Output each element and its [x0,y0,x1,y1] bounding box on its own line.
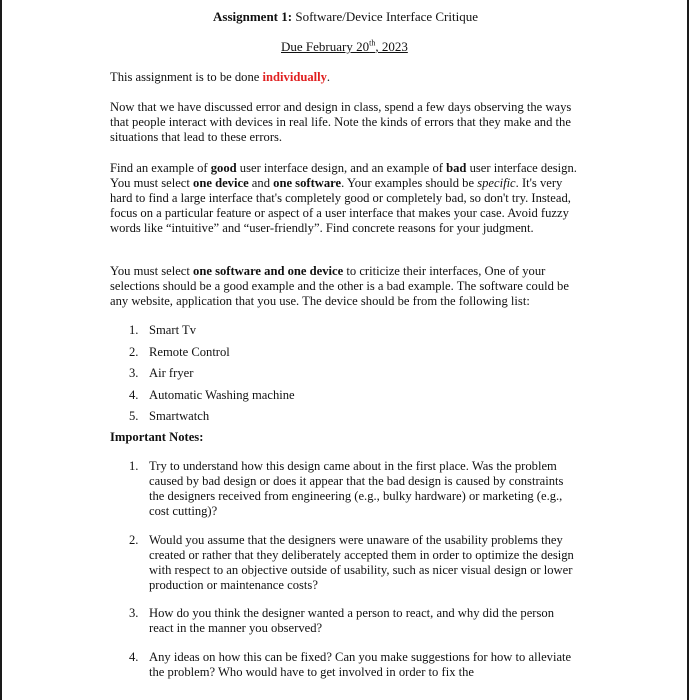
note-item [129,533,581,593]
observe-paragraph: Now that we have discussed error and design in class, spend a few days observing the ways that people interact with devices in real life. Note the kinds of errors that they make and the situations that lead to these errors. [110,100,572,144]
list-number: 5. [129,409,139,423]
note-item [129,606,581,636]
specific-italic: specific [477,176,516,190]
note-number: 2. [129,533,139,547]
device-list [129,323,295,431]
software-device-bold: one software and one device [193,264,344,278]
intro-paragraph [110,70,580,85]
list-number: 4. [129,387,139,402]
note-text: How do you think the designer wanted a person to react, and why did the person react in the manner you observed? [149,606,554,635]
important-notes-heading: Important Notes: [110,430,204,444]
individually-emphasis: individually [262,70,327,84]
page-edge-left [0,0,2,700]
list-number: 2. [129,344,139,359]
selection-paragraph [110,264,580,309]
note-number: 4. [129,650,139,664]
list-item [129,409,295,431]
one-software-bold: one software [273,176,342,190]
list-number: 3. [129,366,139,380]
list-item [129,366,295,388]
para3-text-2: to criticize their interfaces, One of your selections should be a good example and the other is a bad example. The software could be any website, application that you use. The device should be from the following list: [110,264,569,308]
due-prefix: Due February 20 [281,39,370,54]
list-label: Smartwatch [149,409,210,423]
para3-text-1: You must select [110,264,194,278]
note-text: Try to understand how this design came about in the first place. Was the problem caused by bad design or does it appear that the bad design is caused by constraints the designers received from engineering (e.g., bulky hardware) or marketing (e.g., cost cutting)? [149,459,564,518]
list-item [129,323,295,345]
list-item [129,388,295,410]
list-label: Air fryer [149,366,194,380]
due-date [281,39,408,55]
para2-text-1: Find an example of [110,161,211,175]
para2-text-5: . Your examples should be [341,176,478,190]
para2-text-6: . It's very hard to find a large interface that's completely good or completely bad, so don't try. Instead, focus on a particular feature or aspect of a user interface that makes your case. Avoid fuzzy words like “intuitive” and “user-friendly”. Find concrete reasons for your judgment. [110,176,571,235]
document-title [213,9,478,25]
example-paragraph [110,161,580,236]
list-label: Remote Control [149,344,230,359]
list-number: 1. [129,323,139,337]
note-text: Any ideas on how this can be fixed? Can you make suggestions for how to alleviate the problem? Who would have to get involved in order to fix the [149,650,572,679]
title-rest: Software/Device Interface Critique [292,9,478,24]
list-label: Automatic Washing machine [149,387,295,402]
para2-text-2: user interface design, and an example of [236,161,447,175]
note-item [129,459,581,519]
para2-text-4: and [248,176,274,190]
one-device-bold: one device [193,176,249,190]
good-bold: good [210,161,237,175]
note-number: 3. [129,606,139,620]
para2-text-3: user interface design. You must select [110,161,577,190]
intro-text: This assignment is to be done [110,70,263,84]
due-suffix: , 2023 [375,39,408,54]
note-text: Would you assume that the designers were unaware of the usability problems they created or rather that they deliberately accepted them in order to optimize the design with respect to an objective outside of usability, such as nicer visual design or lower production or maintenance costs? [149,533,574,592]
list-item [129,345,295,367]
title-bold: Assignment 1: [213,9,293,24]
list-label: Smart Tv [149,323,196,337]
bad-bold: bad [446,161,467,175]
note-number: 1. [129,459,139,473]
note-item [129,650,581,680]
due-sup: th [369,38,376,48]
intro-end: . [326,70,331,84]
